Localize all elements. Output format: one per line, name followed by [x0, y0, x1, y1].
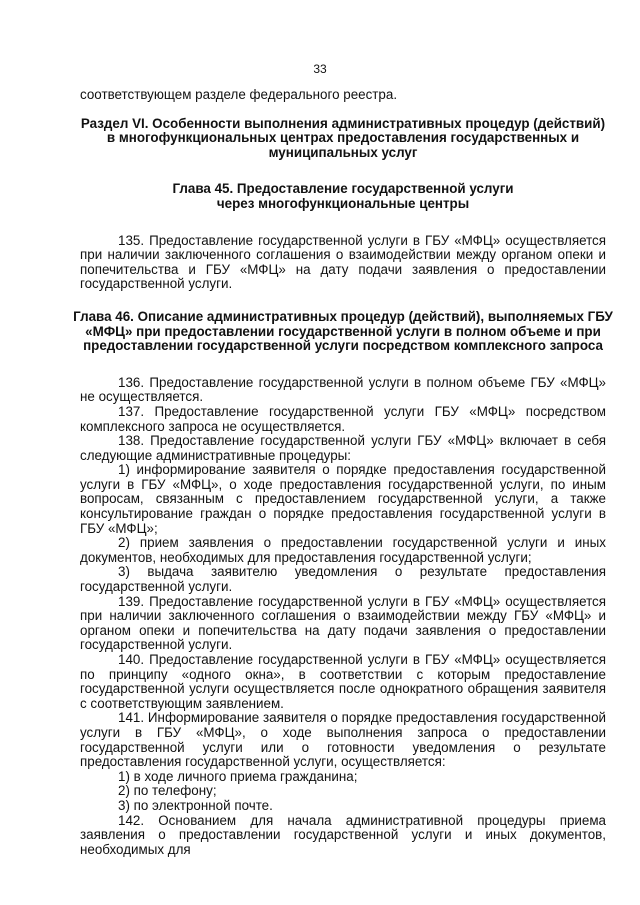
- paragraph-138-item-2: 2) прием заявления о предоставлении государственной услуги и иных документов, необходимых для предоставления государственной услуги;: [80, 535, 606, 565]
- page-number: 33: [313, 62, 327, 76]
- paragraph-141-item-1: 1) в ходе личного приема гражданина;: [118, 768, 358, 784]
- chapter-46-title: Глава 46. Описание административных процедур (действий), выполняемых ГБУ «МФЦ» при предоставлении государственной услуги в полном объеме и при предоставлении государственной услуги посредством комплексного запроса: [73, 308, 613, 354]
- paragraph-141-item-2: 2) по телефону;: [118, 783, 217, 799]
- paragraph-139: 139. Предоставление государственной услуги в ГБУ «МФЦ» осуществляется при наличии заключенного соглашения о взаимодействии между ГБУ «МФЦ» и органом опеки и попечительства на дату подачи заявления о предоставлении государственной услуги.: [80, 593, 606, 653]
- page-content: [73, 87, 613, 857]
- paragraph-142: 142. Основанием для начала административной процедуры приема заявления о предоставлении государственной услуги и иных документов, необходимых для: [80, 812, 606, 857]
- paragraph-141-item-3: 3) по электронной почте.: [118, 797, 273, 813]
- paragraph-136: 136. Предоставление государственной услуги в полном объеме ГБУ «МФЦ» не осуществляется.: [80, 374, 606, 405]
- continuation-text: соответствующем разделе федерального реестра.: [80, 87, 398, 102]
- paragraph-138-item-1: 1) информирование заявителя о порядке предоставления государственной услуги в ГБУ «МФЦ», о ходе предоставления государственной услуги, по иным вопросам, связанным с предоставлением государственной услуги, а также консультирование граждан о порядке предоставления государственной услуги в ГБУ «МФЦ»;: [80, 462, 606, 536]
- paragraph-138: 138. Предоставление государственной услуги ГБУ «МФЦ» включает в себя следующие административные процедуры:: [80, 433, 606, 463]
- paragraph-140: 140. Предоставление государственной услуги в ГБУ «МФЦ» осуществляется по принципу «одного окна», в соответствии с которым предоставление государственной услуги осуществляется после однократного обращения заявителя с соответствующим заявлением.: [80, 652, 606, 711]
- paragraph-141: 141. Информирование заявителя о порядке предоставления государственной услуги в ГБУ «МФЦ», о ходе выполнения запроса о предоставлении государственной услуги или о готовности уведомления о результате предоставления государственной услуги, осуществляется:: [80, 710, 606, 770]
- paragraph-137: 137. Предоставление государственной услуги ГБУ «МФЦ» посредством комплексного запроса не осуществляется.: [80, 403, 606, 434]
- chapter-45-title: Глава 45. Предоставление государственной услуги через многофункциональные центры: [172, 181, 514, 211]
- section-title: Раздел VI. Особенности выполнения административных процедур (действий) в многофункциональных центрах предоставления государственных и муниципальных услуг: [80, 115, 606, 160]
- paragraph-138-item-3: 3) выдача заявителю уведомления о результате предоставления государственной услуги.: [80, 564, 606, 595]
- paragraph-135: 135. Предоставление государственной услуги в ГБУ «МФЦ» осуществляется при наличии заключенного соглашения о взаимодействии между органом опеки и попечительства и ГБУ «МФЦ» на дату подачи заявления о предоставлении государственной услуги.: [80, 232, 606, 292]
